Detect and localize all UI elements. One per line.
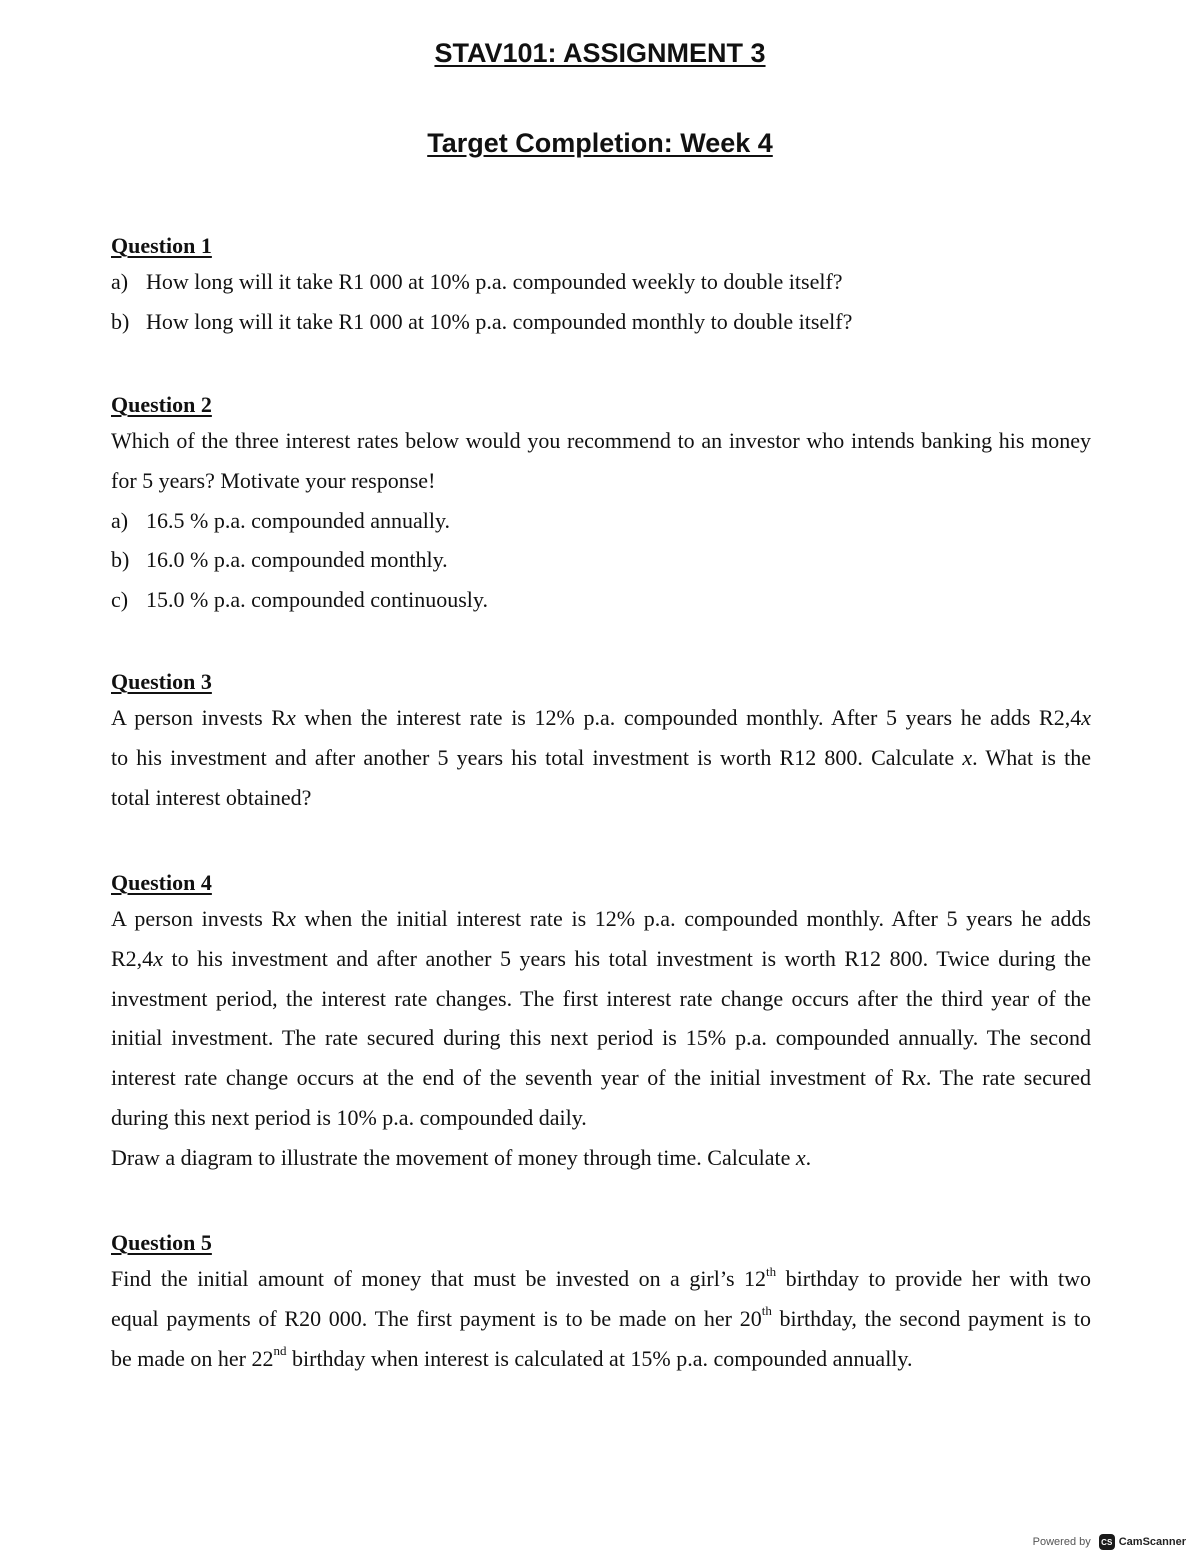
camscanner-logo-icon: CS [1099,1534,1115,1550]
target-completion: Target Completion: Week 4 [427,128,773,158]
question-5 [111,1227,1091,1378]
paragraph-line: Draw a diagram to illustrate the movement of money through time. Calculate x. [111,1144,812,1170]
question-1-heading: Question 1 [111,233,212,258]
question-5-heading: Question 5 [111,1230,212,1255]
paragraph-line: Which of the three interest rates below would you recommend to an investor who intends banking his money [111,428,1091,453]
list-item [111,580,1091,620]
item-text: How long will it take R1 000 at 10% p.a. compounded weekly to double itself? [146,269,843,294]
question-4-heading: Question 4 [111,870,212,895]
item-text: 15.0 % p.a. compounded continuously. [146,587,488,613]
powered-by-text: Powered by [1032,1536,1091,1548]
question-2 [111,389,1091,620]
list-item [111,302,1091,342]
question-3-heading: Question 3 [111,669,212,694]
item-text: 16.5 % p.a. compounded annually. [146,507,451,533]
item-label: a) [111,507,129,533]
item-label: b) [111,547,130,573]
paragraph-line: Find the initial amount of money that must be invested on a girl’s 12th birthday to provide her with two [111,1263,1091,1291]
item-label: c) [111,587,129,613]
item-label: b) [111,308,130,334]
paragraph-line: total interest obtained? [111,784,312,810]
paragraph-line: equal payments of R20 000. The first payment is to be made on her 20th birthday, the second payment is to [111,1303,1091,1331]
camscanner-watermark [1033,1534,1186,1550]
paragraph-line: interest rate change occurs at the end of the seventh year of the initial investment of Rx. The rate secured [111,1065,1091,1091]
paragraph-line: R2,4x to his investment and after another 5 years his total investment is worth R12 800. Twice during the [111,945,1091,971]
question-4 [111,867,1091,1178]
paragraph-line: during this next period is 10% p.a. compounded daily. [111,1104,587,1130]
paragraph-line: investment period, the interest rate changes. The first interest rate change occurs after the third year of the [111,985,1091,1011]
list-item [111,540,1091,580]
paragraph-line: to his investment and after another 5 years his total investment is worth R12 800. Calculate x. What is the [111,744,1092,770]
paragraph-line: A person invests Rx when the interest rate is 12% p.a. compounded monthly. After 5 years he adds R2,4x [111,705,1091,730]
paragraph-line: A person invests Rx when the initial interest rate is 12% p.a. compounded monthly. After 5 years he adds [111,906,1091,931]
camscanner-brand [1099,1534,1186,1550]
list-item [111,262,1091,302]
paragraph-line: initial investment. The rate secured during this next period is 15% p.a. compounded annually. The second [111,1025,1091,1051]
list-item [111,501,1091,541]
item-label: a) [111,269,129,294]
question-2-heading: Question 2 [111,392,212,417]
paragraph-line: be made on her 22nd birthday when interest is calculated at 15% p.a. compounded annually. [111,1343,913,1371]
question-3 [111,666,1091,817]
item-text: 16.0 % p.a. compounded monthly. [146,547,448,573]
camscanner-name: CamScanner [1118,1536,1186,1548]
question-1 [111,230,1091,342]
assignment-title: STAV101: ASSIGNMENT 3 [434,38,766,68]
item-text: How long will it take R1 000 at 10% p.a. compounded monthly to double itself? [146,308,853,334]
paragraph-line: for 5 years? Motivate your response! [111,467,436,493]
